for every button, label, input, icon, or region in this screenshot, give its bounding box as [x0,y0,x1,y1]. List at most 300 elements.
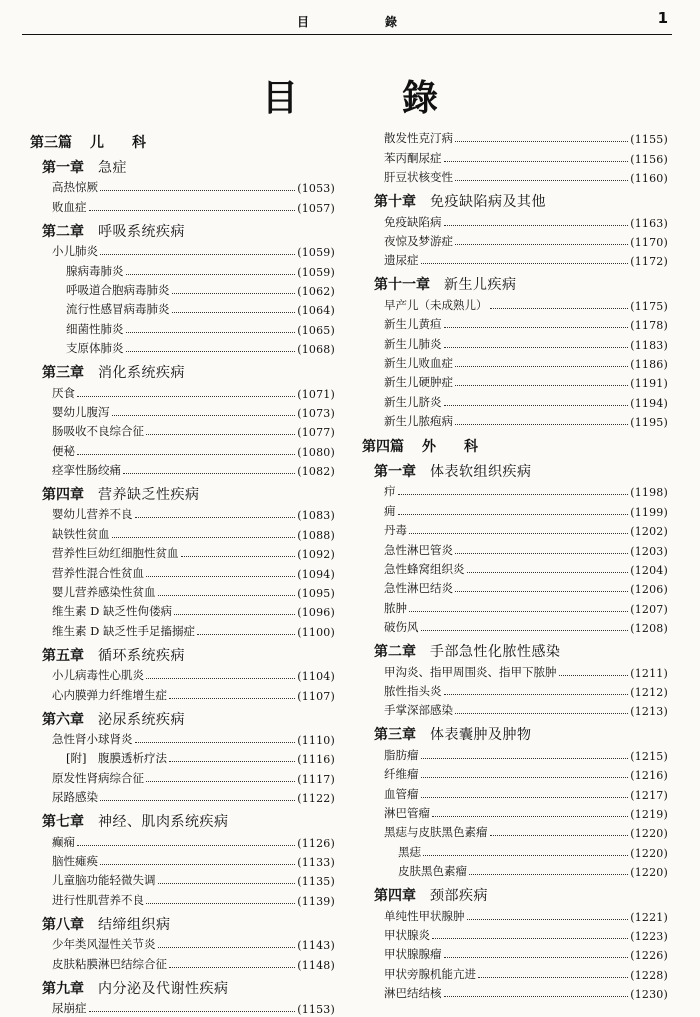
toc-entry [362,783,668,802]
toc-entry-title: 儿童脑功能轻微失调 [52,873,156,888]
toc-entry [30,748,335,767]
toc-entry [30,280,335,299]
chapter-name: 循环系统疾病 [98,647,185,664]
toc-entry-title: 遗尿症 [384,253,419,268]
toc-entry-page: (1217) [630,788,668,802]
running-header [22,8,672,35]
dot-leader [455,141,628,142]
toc-entry [30,440,335,459]
dot-leader [455,180,628,181]
toc-part-heading [362,430,668,456]
toc-entry-page: (1230) [630,988,668,1002]
chapter-number: 第五章 [42,647,84,664]
toc-entry [30,787,335,806]
toc-entry-title: 婴幼儿腹泻 [52,404,110,419]
toc-entry-page: (1068) [297,343,335,357]
toc-entry-title: 维生素 D 缺乏性手足搐搦症 [52,623,196,638]
toc-entry-page: (1133) [297,855,335,869]
toc-chapter-heading [362,269,668,294]
chapter-number: 第三章 [42,365,84,382]
toc-entry [362,559,668,578]
toc-entry-page: (1116) [297,753,335,767]
toc-entry [362,353,668,372]
toc-entry [30,504,335,523]
dot-leader [444,694,629,695]
chapter-name: 泌尿系统疾病 [98,711,185,728]
toc-entry-page: (1207) [630,602,668,616]
toc-chapter-heading [30,152,335,177]
toc-entry-page: (1220) [630,866,668,880]
toc-entry [30,196,335,215]
toc-entry-page: (1135) [297,875,335,889]
toc-entry-page: (1195) [630,416,668,430]
toc-entry-page: (1211) [630,666,668,680]
toc-entry [30,338,335,357]
dot-leader [421,777,629,778]
toc-entry [362,391,668,410]
toc-entry-title: 皮肤黑色素瘤 [398,864,467,879]
toc-entry-page: (1228) [630,968,668,982]
toc-entry [362,617,668,636]
dot-leader [432,938,628,939]
toc-entry-page: (1057) [297,201,335,215]
toc-left-column [30,126,335,1017]
toc-entry-page: (1172) [630,255,668,269]
chapter-number: 第八章 [42,916,84,933]
toc-entry [30,665,335,684]
toc-entry [30,543,335,562]
toc-entry-page: (1178) [630,319,668,333]
toc-entry-page: (1226) [630,949,668,963]
toc-entry-page: (1059) [297,246,335,260]
toc-entry [362,681,668,700]
toc-entry-page: (1194) [630,396,668,410]
toc-entry [362,700,668,719]
chapter-name: 神经、肌肉系统疾病 [98,814,229,831]
toc-entry [362,944,668,963]
toc-entry-title: 肠吸收不良综合征 [52,424,144,439]
dot-leader [158,883,296,884]
dot-leader [490,835,629,836]
toc-chapter-heading [30,973,335,998]
dot-leader [398,514,629,515]
toc-entry-page: (1202) [630,525,668,539]
dot-leader [423,855,628,856]
chapter-name: 消化系统疾病 [98,365,185,382]
toc-entry-page: (1206) [630,583,668,597]
toc-chapter-heading [362,186,668,211]
toc-entry-title: 小儿病毒性心肌炎 [52,668,144,683]
toc-entry-page: (1160) [630,172,668,186]
chapter-name: 结缔组织病 [98,916,171,933]
chapter-name: 呼吸系统疾病 [98,223,185,240]
toc-chapter-heading [30,357,335,382]
toc-entry-title: 新生儿败血症 [384,355,453,370]
toc-entry [362,905,668,924]
dot-leader [146,434,295,435]
toc-entry [30,299,335,318]
toc-entry [362,597,668,616]
dot-leader [169,761,295,762]
toc-entry-page: (1104) [297,670,335,684]
dot-leader [135,742,296,743]
dot-leader [112,537,296,538]
toc-entry-title: 血管瘤 [384,786,419,801]
dot-leader [100,190,295,191]
toc-entry [30,889,335,908]
toc-entry-title: 细菌性肺炎 [66,321,124,336]
toc-entry-title: 甲状腺炎 [384,927,430,942]
toc-entry-page: (1077) [297,426,335,440]
dot-leader [89,1011,296,1012]
toc-entry-title: 淋巴结结核 [384,986,442,1001]
chapter-name: 内分泌及代谢性疾病 [98,980,229,997]
page-number: 1 [657,9,668,27]
toc-entry-title: 呼吸道合胞病毒肺炎 [66,282,170,297]
dot-leader [158,595,296,596]
toc-entry-title: 脂肪瘤 [384,747,419,762]
toc-entry-title: 婴幼儿营养不良 [52,507,133,522]
toc-entry [362,333,668,352]
chapter-number: 第七章 [42,814,84,831]
toc-chapter-heading [30,640,335,665]
toc-entry-page: (1083) [297,509,335,523]
toc-entry-title: 黑痣与皮肤黑色素瘤 [384,825,488,840]
dot-leader [469,874,628,875]
toc-entry-title: 早产儿（未成熟儿） [384,297,488,312]
toc-entry-title: 厌食 [52,385,75,400]
part-name: 外科 [422,439,506,456]
dot-leader [409,533,628,534]
toc-entry [30,684,335,703]
toc-entry [362,764,668,783]
dot-leader [455,713,628,714]
toc-entry-page: (1153) [297,1002,335,1016]
dot-leader [181,556,296,557]
chapter-name: 营养缺乏性疾病 [98,487,200,504]
toc-entry-title: 苯丙酮尿症 [384,150,442,165]
dot-leader [89,210,296,211]
dot-leader [444,327,629,328]
toc-entry-title: 脓性指头炎 [384,683,442,698]
chapter-number: 第一章 [374,464,416,481]
dot-leader [478,977,628,978]
toc-entry [362,539,668,558]
toc-entry [362,520,668,539]
toc-chapter-heading [30,704,335,729]
dot-leader [455,366,628,367]
toc-entry [30,382,335,401]
toc-entry-title: 小儿肺炎 [52,244,98,259]
toc-entry-page: (1107) [297,689,335,703]
dot-leader [398,494,629,495]
toc-entry-page: (1073) [297,406,335,420]
toc-entry-title: 单纯性甲状腺肿 [384,908,465,923]
chapter-number: 第四章 [42,487,84,504]
dot-leader [444,996,629,997]
toc-entry-title: 癫痫 [52,834,75,849]
toc-entry-title: 缺铁性贫血 [52,526,110,541]
toc-entry-title: 甲状腺腺瘤 [384,947,442,962]
toc-entry-title: 尿崩症 [52,1000,87,1015]
toc-entry-page: (1065) [297,323,335,337]
toc-entry-title: 便秘 [52,443,75,458]
toc-entry-page: (1216) [630,769,668,783]
chapter-number: 第二章 [374,644,416,661]
dot-leader [455,591,628,592]
chapter-number: 第六章 [42,711,84,728]
toc-entry-title: 营养性巨幼红细胞性贫血 [52,546,179,561]
toc-entry-title: 纤维瘤 [384,767,419,782]
dot-leader [409,611,628,612]
toc-entry [362,481,668,500]
toc-entry [362,167,668,186]
toc-entry-title: 淋巴管瘤 [384,805,430,820]
toc-entry [362,231,668,250]
dot-leader [444,957,629,958]
chapter-name: 急症 [98,160,127,176]
toc-entry-title: 流行性感冒病毒肺炎 [66,302,170,317]
toc-entry [362,211,668,230]
dot-leader [146,678,295,679]
toc-entry-title: 新生儿肺炎 [384,336,442,351]
chapter-number: 第九章 [42,980,84,997]
toc-entry-page: (1155) [630,133,668,147]
toc-right-column [362,128,668,1002]
toc-chapter-heading [30,216,335,241]
dot-leader [172,312,296,313]
toc-entry-page: (1208) [630,622,668,636]
toc-entry [30,523,335,542]
toc-entry-page: (1059) [297,265,335,279]
toc-entry-page: (1198) [630,486,668,500]
dot-leader [146,781,295,782]
toc-entry-page: (1203) [630,544,668,558]
toc-entry [362,861,668,880]
toc-entry-page: (1175) [630,299,668,313]
dot-leader [174,614,295,615]
chapter-name: 新生儿疾病 [444,277,517,294]
dot-leader [158,947,296,948]
toc-entry-page: (1110) [297,733,335,747]
toc-entry-title: 新生儿黄疸 [384,317,442,332]
toc-entry-page: (1220) [630,827,668,841]
toc-entry-page: (1139) [297,894,335,908]
toc-entry-title: 新生儿硬肿症 [384,375,453,390]
toc-entry-page: (1220) [630,846,668,860]
toc-entry-page: (1082) [297,465,335,479]
toc-entry-title: 丹毒 [384,523,407,538]
toc-entry-page: (1094) [297,567,335,581]
toc-entry-title: 急性肾小球肾炎 [52,731,133,746]
toc-entry-page: (1062) [297,284,335,298]
toc-entry-title: 黑痣 [398,844,421,859]
dot-leader [455,424,628,425]
toc-entry-title: 支原体肺炎 [66,341,124,356]
chapter-number: 第十一章 [374,277,430,294]
dot-leader [100,864,295,865]
dot-leader [467,572,629,573]
dot-leader [444,347,629,348]
dot-leader [444,225,629,226]
toc-entry-title: 婴儿营养感染性贫血 [52,585,156,600]
toc-entry [30,177,335,196]
toc-entry-page: (1096) [297,606,335,620]
toc-entry-title: 腺病毒肺炎 [66,263,124,278]
page-title: 目 錄 [261,77,472,119]
toc-entry-title: 败血症 [52,199,87,214]
toc-entry-title: 新生儿脓疱病 [384,414,453,429]
toc-entry-page: (1117) [297,772,335,786]
toc-entry [362,372,668,391]
toc-entry-title: 甲沟炎、指甲周围炎、指甲下脓肿 [384,664,557,679]
chapter-number: 第三章 [374,727,416,744]
toc-entry [30,851,335,870]
dot-leader [146,903,295,904]
part-number: 第四篇 [362,439,404,456]
toc-entry-title: 脓肿 [384,600,407,615]
toc-entry-page: (1143) [297,939,335,953]
toc-entry [362,661,668,680]
dot-leader [77,396,295,397]
toc-entry-page: (1191) [630,377,668,391]
dot-leader [126,351,296,352]
toc-entry-title: 急性蜂窝组织炎 [384,562,465,577]
toc-entry-page: (1100) [297,625,335,639]
chapter-number: 第四章 [374,888,416,905]
chapter-name: 手部急性化脓性感染 [430,644,561,661]
chapter-number: 第一章 [42,160,84,176]
toc-entry [30,620,335,639]
toc-entry-title: 手掌深部感染 [384,703,453,718]
toc-entry [30,241,335,260]
toc-entry-page: (1219) [630,807,668,821]
toc-entry-page: (1126) [297,836,335,850]
toc-entry [30,582,335,601]
toc-entry-page: (1215) [630,749,668,763]
dot-leader [421,263,629,264]
toc-entry [362,578,668,597]
toc-entry [362,294,668,313]
toc-entry-page: (1221) [630,910,668,924]
toc-entry-page: (1212) [630,685,668,699]
dot-leader [467,919,629,920]
toc-entry-page: (1163) [630,216,668,230]
toc-entry-page: (1053) [297,182,335,196]
toc-entry-title: 急性淋巴结炎 [384,581,453,596]
dot-leader [421,758,629,759]
toc-entry-page: (1213) [630,705,668,719]
dot-leader [146,576,295,577]
toc-entry [30,767,335,786]
dot-leader [123,473,295,474]
dot-leader [432,816,628,817]
dot-leader [169,967,295,968]
toc-entry-title: 免疫缺陷病 [384,214,442,229]
dot-leader [126,274,296,275]
toc-entry-title: 疖 [384,484,396,499]
toc-entry-title: 夜惊及梦游症 [384,233,453,248]
toc-entry-title: 肝豆状核变性 [384,170,453,185]
dot-leader [100,800,295,801]
dot-leader [455,553,628,554]
toc-entry-title: 心内膜弹力纤维增生症 [52,687,167,702]
dot-leader [100,254,295,255]
dot-leader [197,634,295,635]
toc-entry-title: 脑性瘫痪 [52,853,98,868]
toc-entry-title: 高热惊厥 [52,180,98,195]
chapter-name: 体表囊肿及肿物 [430,727,532,744]
toc-chapter-heading [362,719,668,744]
toc-entry [30,870,335,889]
toc-entry-page: (1204) [630,564,668,578]
toc-entry [30,318,335,337]
toc-entry-page: (1080) [297,445,335,459]
toc-entry [362,983,668,1002]
toc-entry [362,963,668,982]
dot-leader [77,845,295,846]
toc-entry-title: 散发性克汀病 [384,131,453,146]
dot-leader [444,405,629,406]
toc-entry-page: (1122) [297,792,335,806]
toc-entry [30,998,335,1017]
toc-entry-title: 少年类风湿性关节炎 [52,937,156,952]
toc-entry [30,601,335,620]
dot-leader [444,161,629,162]
chapter-number: 第十章 [374,194,416,211]
toc-entry [362,925,668,944]
toc-chapter-heading [362,456,668,481]
toc-entry [30,421,335,440]
toc-entry [30,953,335,972]
dot-leader [559,675,629,676]
toc-entry-title: 进行性肌营养不良 [52,892,144,907]
toc-entry [362,411,668,430]
toc-entry [30,729,335,748]
dot-leader [112,415,296,416]
toc-entry-title: 皮肤粘膜淋巴结综合征 [52,956,167,971]
dot-leader [455,385,628,386]
toc-entry-title: [附] 腹膜透析疗法 [66,751,167,766]
toc-entry-page: (1186) [630,357,668,371]
chapter-number: 第二章 [42,223,84,240]
toc-entry-page: (1088) [297,528,335,542]
running-title: 目 錄 [296,15,429,29]
toc-entry [30,831,335,850]
toc-entry-page: (1148) [297,958,335,972]
toc-entry-page: (1183) [630,338,668,352]
toc-entry-title: 破伤风 [384,620,419,635]
toc-chapter-heading [30,909,335,934]
toc-entry-page: (1064) [297,304,335,318]
part-name: 儿科 [90,135,174,151]
toc-entry-title: 尿路感染 [52,790,98,805]
toc-entry [362,314,668,333]
dot-leader [169,698,295,699]
chapter-name: 体表软组织疾病 [430,464,532,481]
toc-entry [30,260,335,279]
toc-entry [30,934,335,953]
chapter-name: 免疫缺陷病及其他 [430,194,546,211]
toc-entry-title: 原发性肾病综合征 [52,770,144,785]
toc-entry-title: 急性淋巴管炎 [384,542,453,557]
toc-entry-title: 新生儿脐炎 [384,394,442,409]
toc-chapter-heading [30,806,335,831]
dot-leader [421,630,629,631]
toc-entry [362,147,668,166]
chapter-name: 颈部疾病 [430,888,488,905]
toc-chapter-heading [30,479,335,504]
